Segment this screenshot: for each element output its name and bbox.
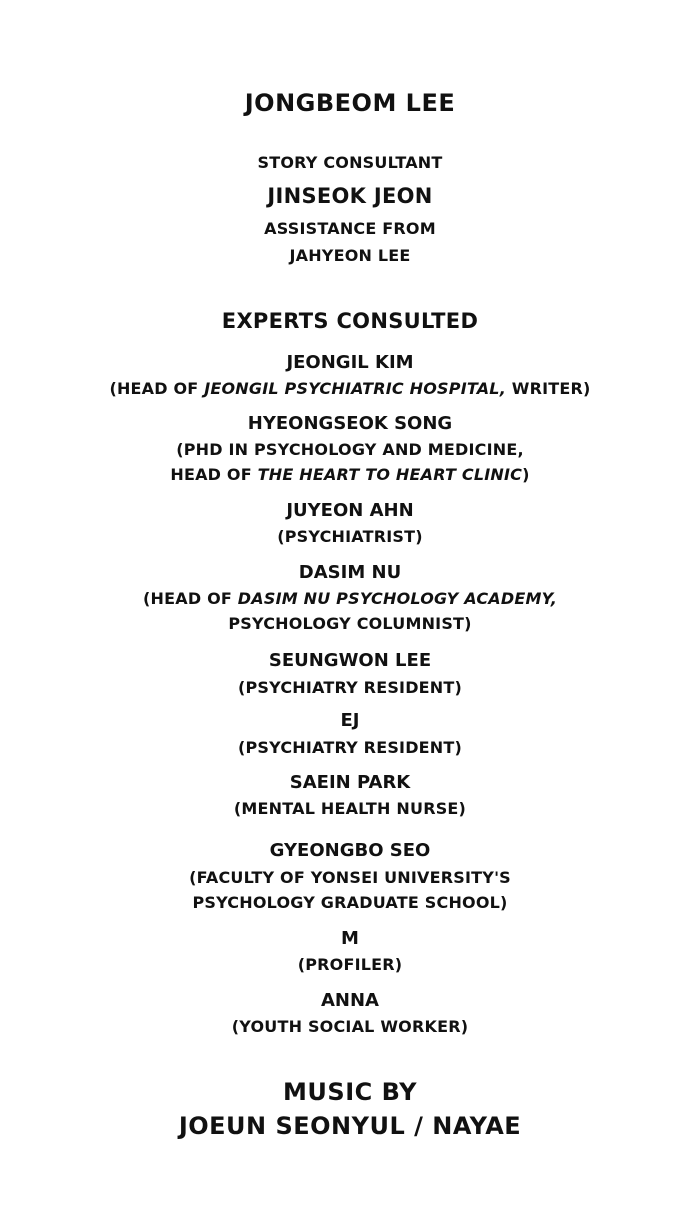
expert-name: SAEIN PARK xyxy=(289,772,411,793)
expert-role: (PSYCHIATRY RESIDENT) xyxy=(237,678,463,697)
story-consultant-name: JINSEOK JEON xyxy=(267,184,433,208)
expert-name: HYEONGSEOK SONG xyxy=(247,413,453,434)
expert-role: (PSYCHIATRIST) xyxy=(277,527,423,546)
story-consultant-label: STORY CONSULTANT xyxy=(257,153,443,172)
expert-name: ANNA xyxy=(321,990,379,1011)
expert-role: PSYCHOLOGY GRADUATE SCHOOL) xyxy=(192,893,508,912)
music-heading: MUSIC BY xyxy=(283,1078,417,1106)
expert-role: (MENTAL HEALTH NURSE) xyxy=(233,799,467,818)
expert-name: JEONGIL KIM xyxy=(286,352,414,373)
assistance-name: JAHYEON LEE xyxy=(289,246,411,265)
expert-role: (HEAD OF JEONGIL PSYCHIATRIC HOSPITAL, WRITER) xyxy=(109,379,591,398)
expert-role: PSYCHOLOGY COLUMNIST) xyxy=(228,614,472,633)
expert-name: GYEONGBO SEO xyxy=(269,840,431,861)
expert-name: JUYEON AHN xyxy=(286,500,414,521)
director-name: JONGBEOM LEE xyxy=(244,89,456,117)
expert-role: (PHD IN PSYCHOLOGY AND MEDICINE, xyxy=(176,440,524,459)
expert-name: EJ xyxy=(340,710,360,731)
expert-role: (PROFILER) xyxy=(297,955,403,974)
experts-heading: EXPERTS CONSULTED xyxy=(221,309,479,333)
music-names: JOEUN SEONYUL / NAYAE xyxy=(178,1112,522,1140)
expert-name: DASIM NU xyxy=(298,562,402,583)
expert-name: SEUNGWON LEE xyxy=(268,650,432,671)
expert-role: (YOUTH SOCIAL WORKER) xyxy=(231,1017,469,1036)
expert-name: M xyxy=(341,928,359,949)
expert-role: HEAD OF THE HEART TO HEART CLINIC) xyxy=(170,465,530,484)
expert-role: (FACULTY OF YONSEI UNIVERSITY'S xyxy=(189,868,511,887)
expert-role: (HEAD OF DASIM NU PSYCHOLOGY ACADEMY, xyxy=(143,589,557,608)
assistance-label: ASSISTANCE FROM xyxy=(264,219,436,238)
expert-role: (PSYCHIATRY RESIDENT) xyxy=(237,738,463,757)
